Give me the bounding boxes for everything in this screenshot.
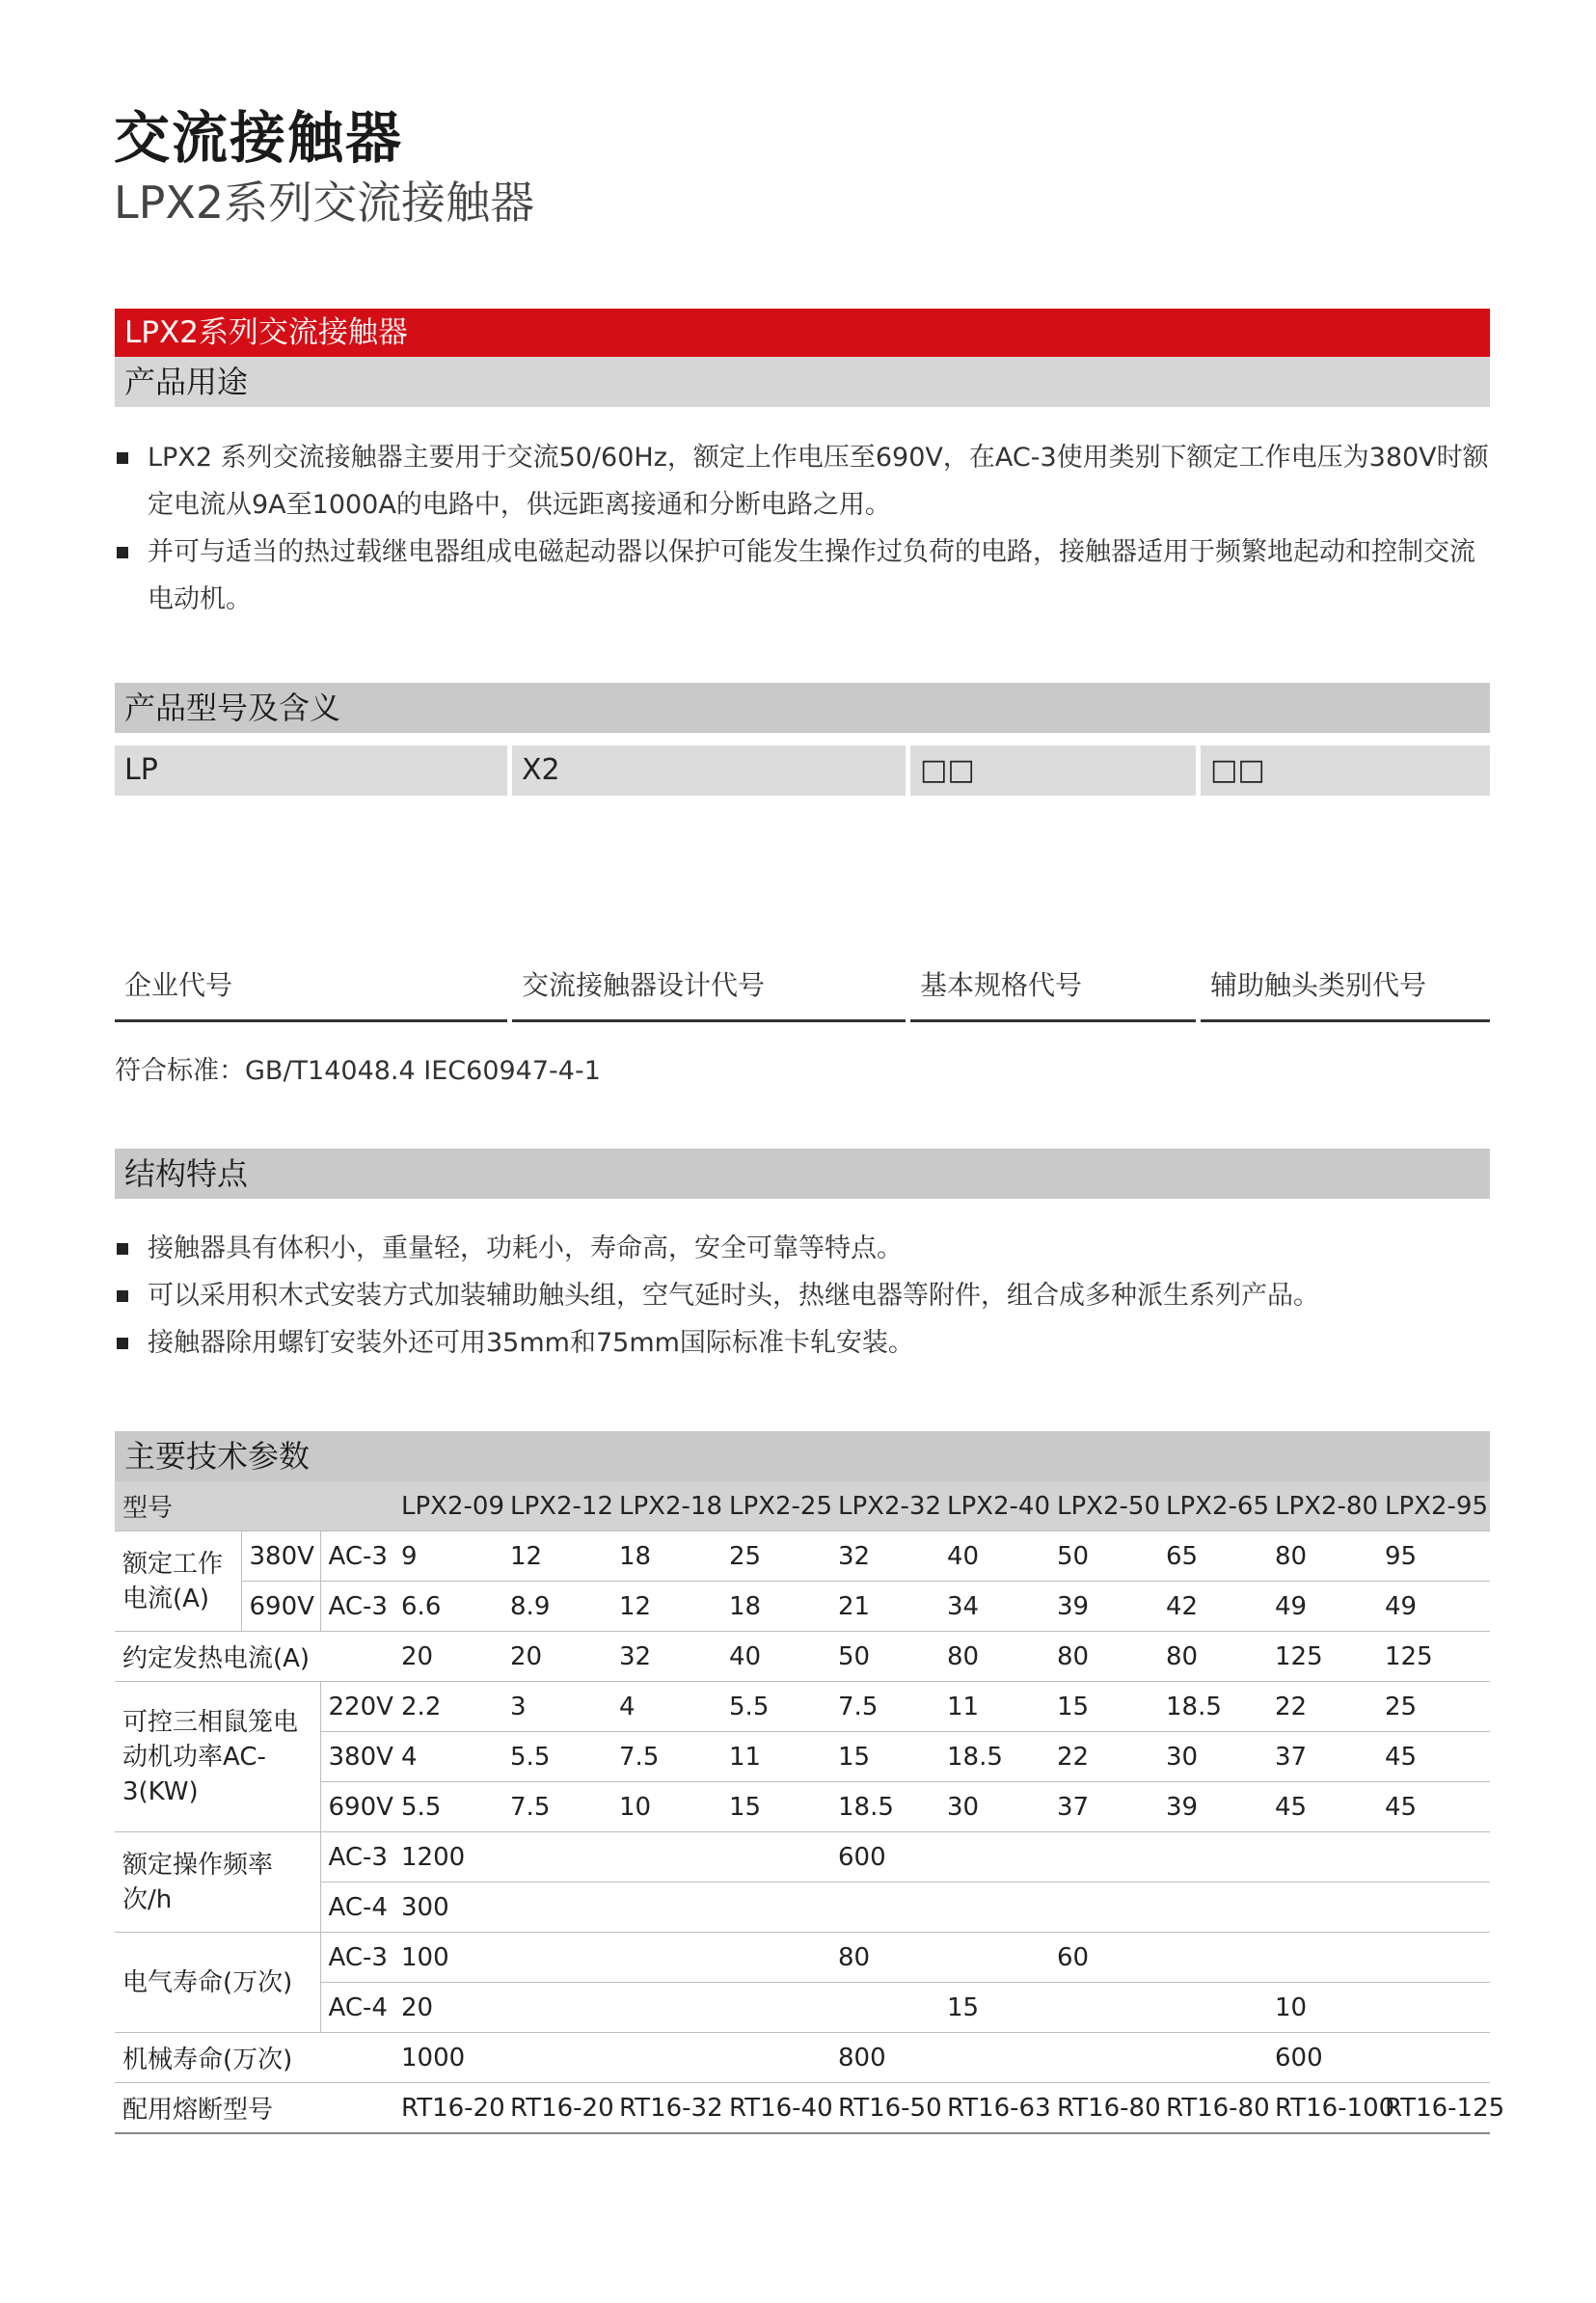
value-cell: 39 bbox=[1049, 1582, 1158, 1632]
voltage-cell: 690V bbox=[241, 1582, 320, 1632]
model-label-spec: 基本规格代号 bbox=[910, 964, 1196, 1022]
table-row bbox=[115, 1582, 1490, 1632]
thermal-current-label: 约定发热电流(A) bbox=[115, 1632, 393, 1682]
category-cell: AC-4 bbox=[320, 1883, 393, 1933]
value-cell: 80 bbox=[1049, 1632, 1158, 1682]
value-cell: 30 bbox=[939, 1782, 1049, 1832]
model-heading: 产品型号及含义 bbox=[115, 683, 1490, 733]
table-row bbox=[115, 1983, 1490, 2033]
value-cell: 5.5 bbox=[721, 1682, 830, 1732]
value-cell: 4 bbox=[393, 1732, 502, 1782]
value-cell: 45 bbox=[1377, 1732, 1490, 1782]
value-cell: 5.5 bbox=[502, 1732, 611, 1782]
value-cell: 20 bbox=[393, 1983, 939, 2033]
standard-text: 符合标准：GB/T14048.4 IEC60947-4-1 bbox=[115, 1056, 601, 1086]
value-cell: 5.5 bbox=[393, 1782, 502, 1832]
table-row bbox=[115, 1933, 1490, 1983]
value-cell: 18 bbox=[721, 1582, 830, 1632]
page-subtitle: LPX2系列交流接触器 bbox=[114, 176, 535, 229]
value-cell: 50 bbox=[1049, 1531, 1158, 1582]
value-cell: 12 bbox=[611, 1582, 721, 1632]
model-label-cell: 型号 bbox=[115, 1481, 393, 1531]
value-cell: 18.5 bbox=[1158, 1682, 1267, 1732]
value-cell: 42 bbox=[1158, 1582, 1267, 1632]
value-cell: 32 bbox=[830, 1531, 939, 1582]
value-cell: 15 bbox=[939, 1983, 1267, 2033]
value-cell: 45 bbox=[1267, 1782, 1377, 1832]
value-cell: 8.9 bbox=[502, 1582, 611, 1632]
value-cell: RT16-20 bbox=[502, 2083, 611, 2134]
value-cell: 15 bbox=[830, 1732, 939, 1782]
value-cell: RT16-63 bbox=[939, 2083, 1049, 2134]
model-cell: LPX2-09 bbox=[393, 1481, 502, 1531]
category-cell: AC-4 bbox=[320, 1983, 393, 2033]
value-cell: 10 bbox=[1267, 1983, 1490, 2033]
value-cell: RT16-20 bbox=[393, 2083, 502, 2134]
model-code-spec: □□ bbox=[910, 745, 1196, 796]
value-cell: 7.5 bbox=[830, 1682, 939, 1732]
value-cell: RT16-100 bbox=[1267, 2083, 1377, 2134]
value-cell: 45 bbox=[1377, 1782, 1490, 1832]
usage-item: 并可与适当的热过载继电器组成电磁起动器以保护可能发生操作过负荷的电路，接触器适用于频繁地起动和控制交流电动机。 bbox=[115, 528, 1494, 623]
value-cell: 60 bbox=[1049, 1933, 1490, 1983]
value-cell: 25 bbox=[721, 1531, 830, 1582]
model-label-aux: 辅助触头类别代号 bbox=[1201, 964, 1490, 1022]
electrical-life-label: 电气寿命(万次) bbox=[115, 1933, 320, 2033]
value-cell: 125 bbox=[1267, 1632, 1377, 1682]
rated-current-label: 额定工作电流(A) bbox=[115, 1531, 241, 1632]
table-row bbox=[115, 1883, 1490, 1933]
value-cell: 11 bbox=[939, 1682, 1049, 1732]
value-cell: 25 bbox=[1377, 1682, 1490, 1732]
specs-heading: 主要技术参数 bbox=[115, 1431, 1490, 1481]
value-cell: 50 bbox=[830, 1632, 939, 1682]
structure-item: 接触器具有体积小，重量轻，功耗小，寿命高，安全可靠等特点。 bbox=[115, 1225, 1494, 1272]
model-cell: LPX2-25 bbox=[721, 1481, 830, 1531]
value-cell: 80 bbox=[830, 1933, 1049, 1983]
value-cell: 34 bbox=[939, 1582, 1049, 1632]
table-row bbox=[115, 1832, 1490, 1883]
model-cell: LPX2-80 bbox=[1267, 1481, 1377, 1531]
value-cell: 49 bbox=[1267, 1582, 1377, 1632]
value-cell: 2.2 bbox=[393, 1682, 502, 1732]
model-cell: LPX2-40 bbox=[939, 1481, 1049, 1531]
model-cell: LPX2-32 bbox=[830, 1481, 939, 1531]
value-cell: 7.5 bbox=[611, 1732, 721, 1782]
voltage-cell: 380V bbox=[241, 1531, 320, 1582]
voltage-cell: 690V bbox=[320, 1782, 393, 1832]
value-cell: 100 bbox=[393, 1933, 830, 1983]
category-cell: AC-3 bbox=[320, 1582, 393, 1632]
value-cell: 40 bbox=[939, 1531, 1049, 1582]
table-row bbox=[115, 1782, 1490, 1832]
value-cell: RT16-32 bbox=[611, 2083, 721, 2134]
value-cell: 9 bbox=[393, 1531, 502, 1582]
model-cell: LPX2-18 bbox=[611, 1481, 721, 1531]
value-cell: 37 bbox=[1267, 1732, 1377, 1782]
voltage-cell: 380V bbox=[320, 1732, 393, 1782]
table-row bbox=[115, 1632, 1490, 1682]
value-cell: 20 bbox=[502, 1632, 611, 1682]
value-cell: 11 bbox=[721, 1732, 830, 1782]
value-cell: 30 bbox=[1158, 1732, 1267, 1782]
value-cell: 22 bbox=[1267, 1682, 1377, 1732]
value-cell: RT16-125 bbox=[1377, 2083, 1490, 2134]
value-cell: 80 bbox=[1158, 1632, 1267, 1682]
table-row bbox=[115, 2083, 1490, 2134]
value-cell: RT16-40 bbox=[721, 2083, 830, 2134]
value-cell: 32 bbox=[611, 1632, 721, 1682]
usage-item: LPX2 系列交流接触器主要用于交流50/60Hz，额定上作电压至690V，在AC-3使用类别下额定工作电压为380V时额定电流从9A至1000A的电路中，供远距离接通和分断电路之用。 bbox=[115, 434, 1494, 528]
operating-freq-label: 额定操作频率次/h bbox=[115, 1832, 320, 1933]
value-cell: 7.5 bbox=[502, 1782, 611, 1832]
category-cell: AC-3 bbox=[320, 1531, 393, 1582]
structure-heading: 结构特点 bbox=[115, 1149, 1490, 1199]
fuse-label: 配用熔断型号 bbox=[115, 2083, 393, 2134]
table-row bbox=[115, 1732, 1490, 1782]
value-cell: 18.5 bbox=[830, 1782, 939, 1832]
value-cell: RT16-80 bbox=[1049, 2083, 1158, 2134]
value-cell: 600 bbox=[1267, 2033, 1490, 2083]
model-cell: LPX2-12 bbox=[502, 1481, 611, 1531]
table-row bbox=[115, 1481, 1490, 1531]
table-row bbox=[115, 2033, 1490, 2083]
value-cell: 800 bbox=[830, 2033, 1267, 2083]
value-cell: 6.6 bbox=[393, 1582, 502, 1632]
value-cell: 15 bbox=[1049, 1682, 1158, 1732]
value-cell: 20 bbox=[393, 1632, 502, 1682]
value-cell: 125 bbox=[1377, 1632, 1490, 1682]
value-cell: 65 bbox=[1158, 1531, 1267, 1582]
value-cell: 10 bbox=[611, 1782, 721, 1832]
category-cell: AC-3 bbox=[320, 1933, 393, 1983]
motor-power-label: 可控三相鼠笼电动机功率AC-3(KW) bbox=[115, 1682, 320, 1832]
value-cell: 21 bbox=[830, 1582, 939, 1632]
usage-heading: 产品用途 bbox=[115, 357, 1490, 407]
model-cell: LPX2-65 bbox=[1158, 1481, 1267, 1531]
value-cell: 18.5 bbox=[939, 1732, 1049, 1782]
category-cell: AC-3 bbox=[320, 1832, 393, 1883]
model-cell: LPX2-95 bbox=[1377, 1481, 1490, 1531]
value-cell: 4 bbox=[611, 1682, 721, 1732]
value-cell: 3 bbox=[502, 1682, 611, 1732]
spec-table bbox=[115, 1481, 1505, 2134]
value-cell: 95 bbox=[1377, 1531, 1490, 1582]
value-cell: 40 bbox=[721, 1632, 830, 1682]
usage-list bbox=[115, 434, 1494, 623]
mechanical-life-label: 机械寿命(万次) bbox=[115, 2033, 393, 2083]
table-row bbox=[115, 1531, 1490, 1582]
table-row bbox=[115, 1682, 1490, 1732]
value-cell: 39 bbox=[1158, 1782, 1267, 1832]
value-cell: 80 bbox=[939, 1632, 1049, 1682]
value-cell: 22 bbox=[1049, 1732, 1158, 1782]
model-code-aux: □□ bbox=[1201, 745, 1490, 796]
structure-item: 可以采用积木式安装方式加装辅助触头组，空气延时头，热继电器等附件，组合成多种派生系列产品。 bbox=[115, 1272, 1494, 1319]
value-cell: 600 bbox=[830, 1832, 1490, 1883]
model-label-design: 交流接触器设计代号 bbox=[512, 964, 906, 1022]
value-cell: 300 bbox=[393, 1883, 1490, 1933]
value-cell: 1200 bbox=[393, 1832, 830, 1883]
value-cell: RT16-80 bbox=[1158, 2083, 1267, 2134]
value-cell: RT16-50 bbox=[830, 2083, 939, 2134]
model-cell: LPX2-50 bbox=[1049, 1481, 1158, 1531]
value-cell: 15 bbox=[721, 1782, 830, 1832]
value-cell: 37 bbox=[1049, 1782, 1158, 1832]
value-cell: 49 bbox=[1377, 1582, 1490, 1632]
product-series-bar: LPX2系列交流接触器 bbox=[115, 309, 1490, 357]
value-cell: 80 bbox=[1267, 1531, 1377, 1582]
voltage-cell: 220V bbox=[320, 1682, 393, 1732]
value-cell: 1000 bbox=[393, 2033, 830, 2083]
model-label-company: 企业代号 bbox=[115, 964, 507, 1022]
structure-list bbox=[115, 1225, 1494, 1367]
value-cell: 12 bbox=[502, 1531, 611, 1582]
page-title: 交流接触器 bbox=[114, 105, 404, 171]
structure-item: 接触器除用螺钉安装外还可用35mm和75mm国际标准卡轧安装。 bbox=[115, 1319, 1494, 1367]
model-code-design: X2 bbox=[512, 745, 906, 796]
value-cell: 18 bbox=[611, 1531, 721, 1582]
model-code-company: LP bbox=[115, 745, 507, 796]
